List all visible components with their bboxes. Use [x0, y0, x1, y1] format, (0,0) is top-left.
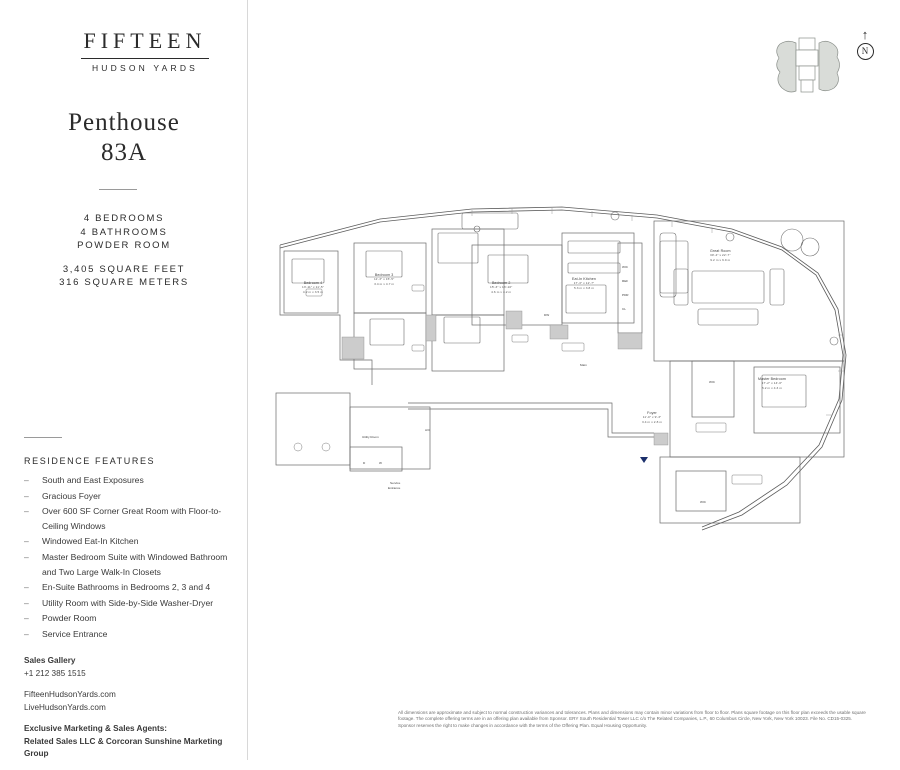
feature-text: Over 600 SF Corner Great Room with Floor-to-Ceiling Windows: [42, 506, 222, 531]
label-wic-lower: WIC: [700, 500, 707, 504]
dash-icon: –: [24, 628, 29, 639]
brand-logo: [55, 28, 235, 73]
contact-block: [24, 655, 244, 770]
features-divider: [24, 437, 62, 438]
feature-text: Gracious Foyer: [42, 490, 101, 501]
unit-specs: [0, 212, 248, 290]
feature-text: Master Bedroom Suite with Windowed Bathroom and Two Large Walk-In Closets: [42, 551, 228, 577]
feature-text: Utility Room with Side-by-Side Washer-Dryer: [42, 597, 214, 608]
label-wic-kitchen: WIC: [622, 265, 629, 269]
label-dishwasher: DW: [544, 313, 550, 317]
north-letter: N: [857, 43, 874, 60]
list-item: [24, 580, 239, 595]
room-label-bedroom-3: Bedroom 3 11'-3" x 15'-5" 3.4 m x 4.7 m: [374, 273, 395, 286]
room-label-master-bedroom: Master Bedroom 17'-2" x 14'-0" 5.2 m x 4.3 m: [758, 377, 786, 390]
dash-icon: –: [24, 490, 29, 501]
unit-number: 83A: [100, 139, 148, 166]
spec-square-feet: 3,405 SQUARE FEET: [62, 263, 186, 275]
label-av-closet: A/V: [425, 428, 430, 432]
dash-icon: –: [24, 551, 29, 562]
room-label-foyer: Foyer 11'-0" x 9'-3" 3.4 m x 2.8 m: [642, 411, 663, 424]
dash-icon: –: [24, 597, 29, 608]
room-label-eat-in-kitchen: Eat-In Kitchen 17'-3" x 12'-7" 5.3 m x 3.8 m: [572, 277, 596, 290]
list-item: [24, 473, 239, 488]
brand-subtitle: HUDSON YARDS: [91, 63, 199, 73]
room-label-great-room: Great Room 30'-4" x 22'-7" 9.2 m x 6.9 m: [710, 249, 731, 262]
website-secondary[interactable]: LiveHudsonYards.com: [24, 702, 106, 712]
label-dryer: D: [363, 461, 366, 465]
compass-north: [852, 28, 878, 68]
list-item: [24, 534, 239, 549]
label-wic-master: WIC: [709, 380, 716, 384]
label-refrigerator: REF: [622, 279, 629, 283]
list-item: [24, 627, 239, 642]
floorplan-svg: [262, 185, 882, 545]
label-main: Main: [580, 363, 587, 367]
feature-text: En-Suite Bathrooms in Bedrooms 2, 3 and 4: [42, 582, 211, 593]
list-item: [24, 504, 239, 533]
room-label-bedroom-4: Bedroom 4 13'-11" x 11'-5" 4.2 m x 3.5 m: [302, 281, 324, 294]
label-service-entrance-line1: Service: [390, 481, 401, 485]
feature-text: Service Entrance: [42, 628, 108, 639]
floorplan-drawing: [262, 185, 882, 545]
label-powder-room: PDR: [622, 293, 629, 297]
room-label-bedroom-2: Bedroom 2 15'-3" x 13'-10" 4.6 m x 4.2 m: [490, 281, 513, 294]
feature-text: South and East Exposures: [42, 475, 144, 485]
agents: [24, 723, 244, 761]
dash-icon: –: [24, 475, 29, 485]
dash-icon: –: [24, 506, 29, 517]
sales-gallery: [24, 655, 244, 680]
brand-divider: [81, 58, 209, 59]
sales-gallery-label: Sales Gallery: [24, 656, 76, 665]
websites: [24, 689, 244, 714]
feature-text: Windowed Eat-In Kitchen: [42, 536, 139, 547]
legal-disclaimer: All dimensions are approximate and subject to normal construction variances and tolerances. Plans and dimensions may contain minor variations from floor to floor. Plans square footage on this floor plan exceeds the usable square footage. The complete offering terms are in an offering plan available from Sponsor. ERY South Residential Tower LLC c/o The Related Companies, L.P., 60 Columbus Circle, New York, New York 10023. File No. CD15-0325. Sponsor reserves the right to make changes in accordance with the terms of the Offering Plan. Equal Housing Opportunity.: [398, 710, 866, 728]
label-washer: W: [379, 461, 382, 465]
list-item: [24, 596, 239, 611]
features-list: [24, 473, 239, 643]
key-plan-diagram: [770, 26, 850, 106]
dash-icon: –: [24, 582, 29, 593]
spec-square-meters: 316 SQUARE METERS: [59, 277, 189, 288]
label-service-entrance-line2: Entrance: [388, 486, 401, 490]
agents-name: Related Sales LLC & Corcoran Sunshine Marketing Group: [24, 736, 223, 758]
list-item: [24, 550, 239, 579]
unit-name: Penthouse: [68, 109, 180, 136]
list-item: [24, 611, 239, 626]
features-heading: RESIDENCE FEATURES: [24, 456, 156, 466]
brand-title: FIFTEEN: [83, 28, 207, 53]
label-utility-room: Utility Room: [362, 435, 379, 439]
info-sidebar: [0, 0, 248, 760]
label-closet: CL: [622, 307, 626, 311]
entry-arrow-icon: [640, 457, 648, 463]
website-primary[interactable]: FifteenHudsonYards.com: [24, 690, 116, 699]
title-divider: [99, 189, 137, 190]
agents-label: Exclusive Marketing & Sales Agents:: [24, 724, 168, 733]
feature-text: Powder Room: [42, 613, 97, 624]
page-title: [0, 108, 248, 168]
spec-powder-room: POWDER ROOM: [77, 240, 171, 251]
list-item: [24, 489, 239, 504]
dash-icon: –: [24, 613, 29, 624]
spec-bathrooms: 4 BATHROOMS: [80, 226, 168, 238]
north-arrow-icon: ↑: [861, 27, 869, 42]
sales-gallery-phone: +1 212 385 1515: [24, 668, 86, 678]
dash-icon: –: [24, 536, 29, 547]
spec-bedrooms: 4 BEDROOMS: [83, 213, 165, 224]
